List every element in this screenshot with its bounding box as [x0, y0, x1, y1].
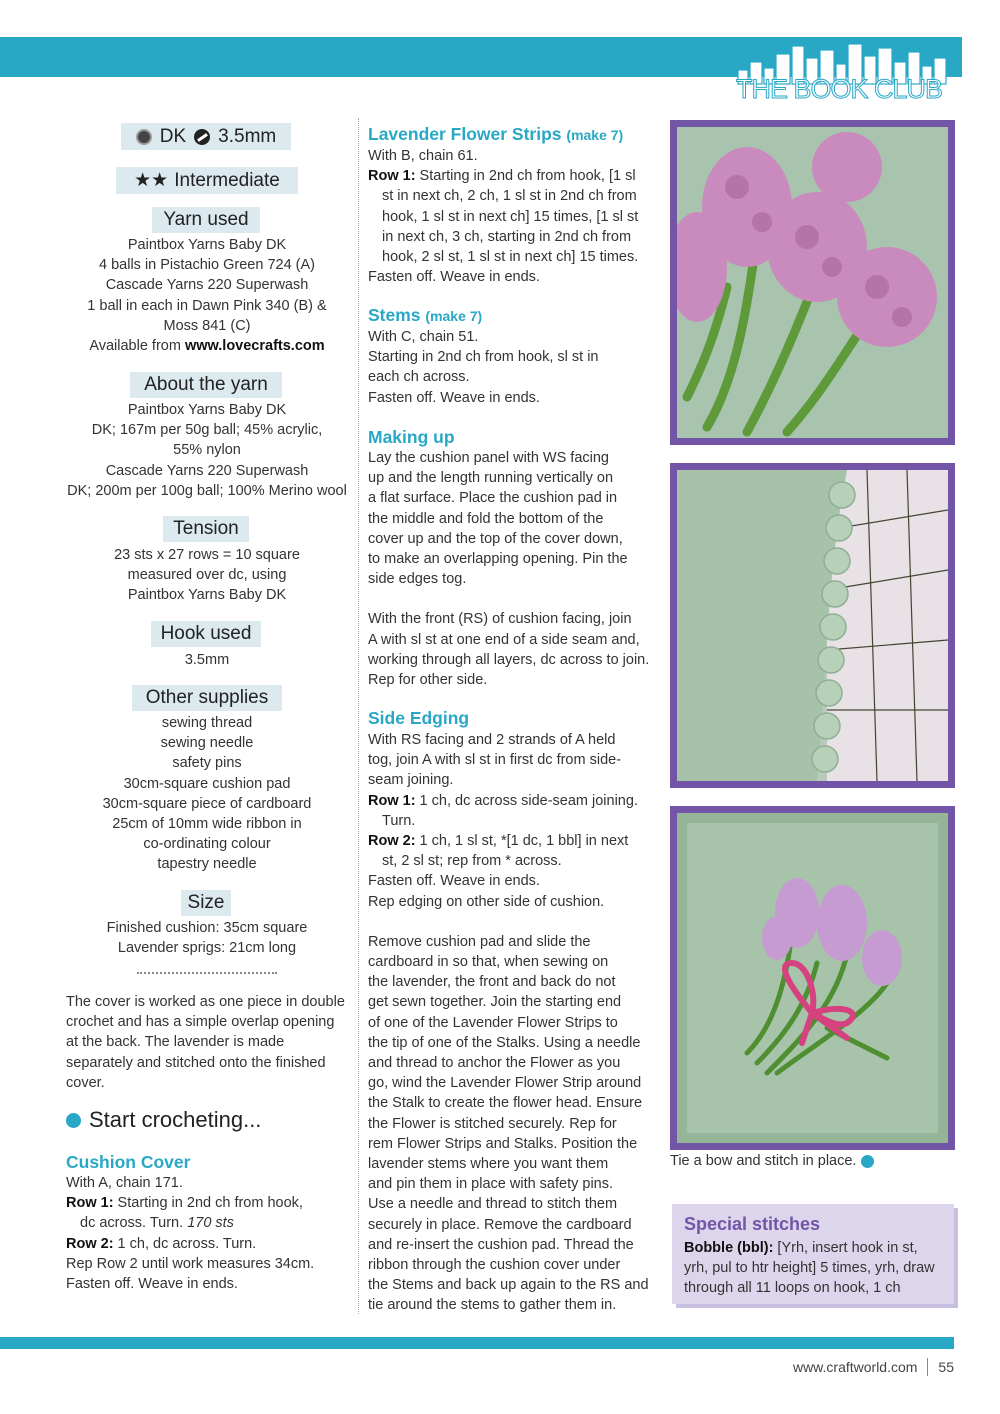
dotted-divider [137, 972, 277, 974]
special-stitches-box [672, 1204, 954, 1304]
cushion-cover-title: Cushion Cover [66, 1152, 191, 1172]
text-line: cardboard in so that, when sewing on [368, 954, 609, 971]
row-label: Row 2: [368, 833, 416, 850]
info-line: Paintbox Yarns Baby DK [127, 402, 287, 418]
text-line: Rep edging on other side of cushion. [368, 893, 605, 910]
text-line: side edges tog. [368, 571, 467, 588]
row-line [368, 831, 660, 851]
lavender-strips-text [368, 146, 658, 287]
text-line: the Stalk to create the flower head. Ensure [368, 1095, 643, 1112]
info-line: Paintbox Yarns Baby DK [127, 237, 287, 253]
info-line: Finished cushion: 35cm square [106, 920, 308, 936]
text-line: up and the length running vertically on [368, 470, 614, 487]
finished-cushion-image [677, 813, 948, 1143]
start-label: Start crocheting... [89, 1107, 262, 1132]
text-line: Fasten off. Weave in ends. [66, 1276, 238, 1293]
text-line: Rep Row 2 until work measures 34cm. [66, 1255, 315, 1272]
text-line: tog, join A with sl st in first dc from side- [368, 752, 622, 769]
row-label: Row 1: [368, 792, 416, 809]
info-line: safety pins [172, 755, 242, 772]
side-edging-title: Side Edging [368, 708, 470, 728]
info-line: DK; 167m per 50g ball; 45% acrylic, [91, 422, 323, 439]
info-line: measured over dc, using [127, 567, 287, 584]
text-line: and re-insert the cushion pad. Thread the [368, 1236, 634, 1253]
row-label: Row 1: [66, 1195, 114, 1212]
row-text: Turn. [382, 812, 416, 829]
text-line: cover up and the top of the cover down, [368, 530, 623, 547]
row-text: st, 2 sl st; rep from * across. [382, 853, 562, 870]
text-line: each ch across. [368, 369, 470, 386]
text-line: With B, chain 61. [368, 148, 478, 164]
row-label: Row 1: [368, 168, 416, 185]
about-heading: About the yarn [130, 372, 282, 398]
text-line: the lavender, the front and back do not [368, 974, 616, 991]
text-line: With A, chain 171. [66, 1175, 183, 1191]
text-line: With C, chain 51. [368, 329, 479, 345]
info-line: 30cm-square piece of cardboard [102, 795, 312, 812]
about-text [60, 400, 354, 501]
special-stitches-text [684, 1238, 942, 1298]
text-line: securely in place. Remove the cardboard [368, 1216, 632, 1233]
other-supplies-text [60, 713, 354, 875]
info-line: 55% nylon [173, 442, 241, 459]
yarn-ball-icon [861, 1155, 874, 1168]
tension-text [60, 545, 354, 606]
page-footer [793, 1358, 954, 1376]
text-line: tie around the stems to gather them in. [368, 1297, 617, 1314]
text-line: Remove cushion pad and slide the [368, 933, 591, 950]
info-line: Moss 841 (C) [163, 317, 251, 334]
row-text: Starting in 2nd ch from hook, [113, 1195, 303, 1212]
info-line: Paintbox Yarns Baby DK [127, 587, 287, 604]
text-line: get sewn together. Join the starting end [368, 994, 622, 1011]
lovecrafts-link[interactable]: www.lovecrafts.com [184, 338, 325, 355]
info-line: sewing thread [161, 715, 253, 731]
yarn-used-text [60, 235, 354, 356]
bobble-edging-image [677, 470, 948, 781]
level-label: Intermediate [174, 169, 280, 191]
caption-text: Tie a bow and stitch in place. [670, 1153, 857, 1169]
row-text: 1 ch, dc across side-seam joining. [415, 792, 638, 809]
info-line: 30cm-square cushion pad [123, 775, 291, 792]
finished-cushion-photo [670, 806, 955, 1150]
row-text: dc across. Turn. [80, 1215, 188, 1232]
footer-url[interactable]: www.craftworld.com [792, 1359, 918, 1375]
making-up-title: Making up [368, 427, 455, 447]
text-line: of one of the Lavender Flower Strips to [368, 1014, 618, 1031]
info-line: Lavender sprigs: 21cm long [117, 940, 297, 957]
text-line: a flat surface. Place the cushion pad in [368, 490, 618, 507]
info-line: sewing needle [160, 735, 254, 752]
text-line: Fasten off. Weave in ends. [368, 269, 540, 286]
info-line: Cascade Yarns 220 Superwash [105, 462, 309, 479]
footer-separator [927, 1358, 928, 1376]
row-line [368, 791, 660, 811]
text-line: and pin them in place with safety pins. [368, 1176, 614, 1193]
hook-used-heading: Hook used [151, 621, 261, 647]
skill-level [116, 167, 298, 194]
info-line: tapestry needle [157, 856, 257, 873]
hook-icon [194, 129, 210, 145]
other-supplies-heading: Other supplies [132, 685, 282, 711]
text-line: Fasten off. Weave in ends. [368, 389, 540, 406]
yarn-weight: DK [159, 125, 187, 147]
yarn-used-heading: Yarn used [152, 207, 260, 233]
photo-caption [670, 1153, 874, 1169]
info-line: 25cm of 10mm wide ribbon in [112, 816, 302, 833]
column-divider [358, 118, 359, 1314]
row-text: Starting in 2nd ch from hook, [1 sl [415, 168, 636, 185]
stitch-text: [Yrh, insert hook in st, yrh, pul to htr height] 5 times, yrh, draw through all 11 loops on hook, 1 ch [684, 1240, 935, 1296]
text-line: Fasten off. Weave in ends. [368, 873, 540, 890]
bobble-edging-photo [670, 463, 955, 788]
hook-used-text [60, 650, 354, 670]
title-text: Stems [368, 305, 421, 325]
title-text: Lavender Flower Strips [368, 124, 562, 144]
footer-bar [0, 1337, 954, 1349]
making-up-text [368, 448, 660, 690]
stems-text [368, 327, 658, 408]
qty-text: (make 7) [425, 308, 483, 324]
text-line: Starting in 2nd ch from hook, sl st in [368, 349, 599, 366]
text-line: rem Flower Strips and Stalks. Position the [368, 1135, 638, 1152]
text-line: the Flower is stitched securely. Rep for [368, 1115, 617, 1132]
spacer [368, 912, 660, 932]
size-heading: Size [181, 890, 231, 916]
stitch-label: Bobble (bbl): [684, 1240, 774, 1256]
row-line [66, 1193, 351, 1213]
text-line: working through all layers, dc across to join. [368, 651, 650, 668]
row-text: 1 ch, 1 sl st, *[1 dc, 1 bbl] in next [415, 833, 629, 850]
row-text: in next ch, 3 ch, starting in 2nd ch from [382, 228, 632, 245]
logo-text: THE BOOK CLUB [736, 74, 943, 104]
text-line: Lay the cushion panel with WS facing [368, 450, 609, 466]
text-line: and thread to anchor the Flower as you [368, 1055, 621, 1072]
text-line: With the front (RS) of cushion facing, join [368, 611, 632, 628]
special-stitches-title: Special stitches [684, 1214, 821, 1234]
lavender-strips-title [368, 124, 623, 145]
qty-text: (make 7) [566, 127, 624, 143]
book-club-logo [732, 40, 962, 104]
page-number: 55 [938, 1359, 954, 1375]
hook-size: 3.5mm [218, 125, 277, 147]
row-line [368, 166, 658, 186]
row-text: hook, 2 sl st, 1 sl st in next ch] 15 times. [382, 249, 639, 266]
info-line: Cascade Yarns 220 Superwash [105, 277, 309, 294]
intro-text: The cover is worked as one piece in double crochet and has a simple overlap opening at the back. The lavender is made separately and stitched onto the finished cover. [66, 994, 345, 1091]
yarn-ball-icon [66, 1113, 81, 1128]
text-line: A with sl st at one end of a side seam and, [368, 631, 640, 648]
text-line: lavender stems where you want them [368, 1156, 609, 1173]
info-line: 23 sts x 27 rows = 10 square [114, 547, 300, 563]
lavender-closeup-photo [670, 120, 955, 445]
text-line: Use a needle and thread to stitch them [368, 1196, 618, 1213]
row-line [66, 1213, 351, 1233]
start-heading [66, 1107, 261, 1133]
text-line: the middle and fold the bottom of the [368, 510, 604, 527]
row-text: hook, 1 sl st in next ch] 15 times, [1 sl st [382, 208, 639, 225]
size-text [60, 918, 354, 958]
info-line: DK; 200m per 100g ball; 100% Merino wool [67, 482, 347, 499]
text-line: go, wind the Lavender Flower Strip around [368, 1075, 642, 1092]
row-label: Row 2: [66, 1235, 114, 1252]
star-icons: ★★ [134, 170, 169, 191]
side-edging-text [368, 730, 660, 1316]
available-line [60, 336, 354, 356]
row-text: st in next ch, 2 ch, 1 sl st in 2nd ch from [382, 188, 637, 205]
info-line: 4 balls in Pistachio Green 724 (A) [99, 257, 315, 274]
text-line: ribbon through the cushion cover under [368, 1257, 621, 1274]
spacer [368, 589, 660, 609]
available-prefix: Available from [89, 338, 185, 355]
info-line: co-ordinating colour [143, 836, 271, 853]
row-text: 1 ch, dc across. Turn. [113, 1235, 257, 1252]
lavender-flowers-image [677, 127, 948, 438]
text-line: Rep for other side. [368, 672, 488, 689]
tension-heading: Tension [163, 516, 249, 542]
text-line: With RS facing and 2 strands of A held [368, 732, 616, 748]
row-line [66, 1234, 351, 1254]
text-line: the Stems and back up again to the RS and [368, 1277, 649, 1294]
stems-title [368, 305, 482, 326]
cushion-cover-text [66, 1173, 351, 1294]
yarn-ball-icon [136, 129, 152, 145]
text-line: the tip of one of the Stalks. Using a needle [368, 1034, 641, 1051]
text-line: seam joining. [368, 772, 454, 789]
info-line: 3.5mm [184, 652, 230, 668]
stitch-count: 170 sts [187, 1215, 234, 1232]
spec-row [121, 123, 291, 150]
text-line: to make an overlapping opening. Pin the [368, 551, 628, 568]
info-line: 1 ball in each in Dawn Pink 340 (B) & [87, 297, 327, 314]
